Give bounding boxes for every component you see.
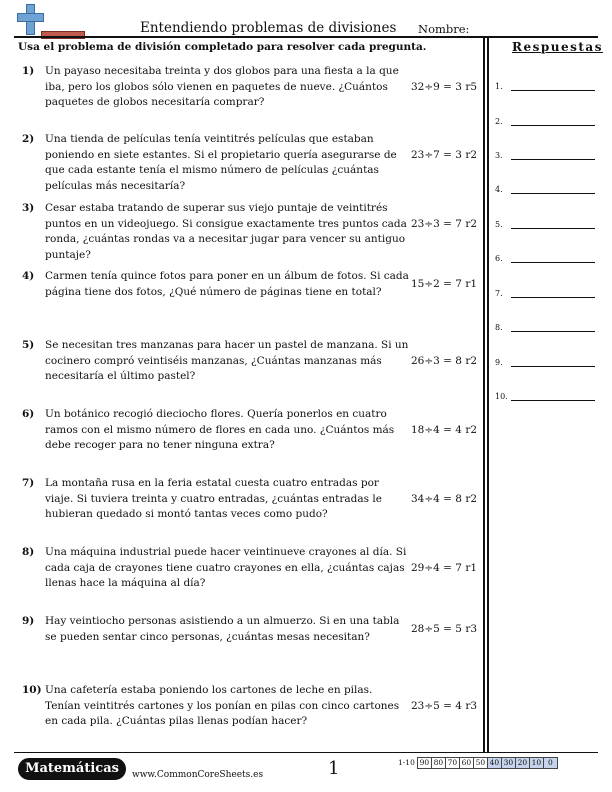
problem-calc: 18÷4 = 4 r2 [411,424,478,436]
problem-number: 10) [22,684,42,696]
answer-line-5[interactable] [495,216,595,230]
problem-text: Una cafetería estaba poniendo los cartones de leche en pilas. Tenían veintitrés cartones y los ponían en pilas con cinco cartones en cada pila. ¿Cuántas pilas llenas podían hacer? [45,684,400,727]
problem-text: Un botánico recogió dieciocho flores. Quería ponerlos en cuatro ramos con el mismo número de flores en cada uno. ¿Cuántos más debe recoger para no tener ninguna extra? [45,408,395,451]
problem-number: 9) [22,615,35,627]
answer-line-10[interactable] [495,388,595,402]
problem-number: 2) [22,133,35,145]
answer-number: 1. [495,82,503,91]
score-cell: 70 [445,757,460,769]
score-cell: 40 [487,757,502,769]
score-cell: 50 [473,757,488,769]
problem-calc: 32÷9 = 3 r5 [411,81,478,93]
logo [17,4,69,38]
answer-line-4[interactable] [495,181,595,195]
page-number: 1 [328,758,340,779]
answer-number: 3. [495,151,503,160]
problem-calc: 23÷3 = 7 r2 [411,218,478,230]
score-cell: 20 [515,757,530,769]
problem-text: Cesar estaba tratando de superar sus viejo puntaje de veintitrés puntos en un videojuego. Si consigue exactamente tres puntos cada ronda, ¿cuántas rondas va a necesitar jugar para vencer su antiguo puntaje? [45,202,407,261]
problem-number: 3) [22,202,35,214]
website-url: www.CommonCoreSheets.es [132,770,264,780]
instructions: Usa el problema de división completado para resolver cada pregunta. [18,41,427,53]
answer-line-3[interactable] [495,147,595,161]
problem-number: 5) [22,339,35,351]
brand-badge: Matemáticas [18,758,126,780]
problem-text: La montaña rusa en la feria estatal cuesta cuatro entradas por viaje. Si tuviera treinta y cuatro entradas, ¿cuántas entradas le hubieran quedado si montó tantas veces como pudo? [45,477,382,520]
bottom-rule [14,752,598,753]
answer-line-7[interactable] [495,285,595,299]
answer-number: 5. [495,220,503,229]
score-cell: 0 [543,757,558,769]
problem-number: 7) [22,477,35,489]
problem-text: Se necesitan tres manzanas para hacer un pastel de manzana. Si un cocinero compró veintiséis manzanas, ¿Cuántas manzanas más necesitaría el último pastel? [45,339,409,382]
problem-text: Un payaso necesitaba treinta y dos globos para una fiesta a la que iba, pero los globos sólo vienen en paquetes de nueve. ¿Cuántos paquetes de globos necesitaría comprar? [45,65,399,108]
name-label: Nombre: [418,22,470,36]
answer-number: 8. [495,323,503,332]
problem-calc: 34÷4 = 8 r2 [411,493,478,505]
score-label: 1-10 [398,758,415,767]
problem-number: 6) [22,408,35,420]
problem-number: 4) [22,270,35,282]
problem-number: 1) [22,65,35,77]
score-cell: 80 [431,757,446,769]
top-rule [14,36,598,38]
answer-line-6[interactable] [495,250,595,264]
problem-number: 8) [22,546,35,558]
problem-calc: 28÷5 = 5 r3 [411,623,478,635]
answer-number: 7. [495,289,503,298]
column-divider [487,36,489,752]
problem-calc: 15÷2 = 7 r1 [411,278,478,290]
page-title: Entendiendo problemas de divisiones [140,20,397,36]
problem-calc: 26÷3 = 8 r2 [411,355,478,367]
score-cell: 30 [501,757,516,769]
column-divider [483,36,485,752]
score-cell: 90 [417,757,432,769]
problem-text: Una tienda de películas tenía veintitrés películas que estaban poniendo en siete estantes. Si el propietario quería asegurarse de que cada estante tenía el mismo número de películas ¿cuántas películas más necesitaría? [45,133,397,192]
score-cell: 60 [459,757,474,769]
answer-number: 6. [495,254,503,263]
problem-text: Hay veintiocho personas asistiendo a un almuerzo. Si en una tabla se pueden sentar cinco personas, ¿cuántas mesas necesitan? [45,615,400,643]
score-strip [398,757,558,769]
answer-number: 2. [495,117,503,126]
answer-line-8[interactable] [495,319,595,333]
answer-number: 9. [495,358,503,367]
problem-calc: 23÷7 = 3 r2 [411,149,478,161]
answer-line-9[interactable] [495,354,595,368]
problem-text: Una máquina industrial puede hacer veintinueve crayones al día. Si cada caja de crayones tiene cuatro crayones en ella, ¿cuántas cajas llenas hace la máquina al día? [45,546,407,589]
problem-calc: 23÷5 = 4 r3 [411,700,478,712]
answer-number: 10. [495,392,508,401]
score-cell: 10 [529,757,544,769]
logo-plus-horizontal [17,13,44,22]
answers-title: Respuestas [512,40,603,54]
problem-text: Carmen tenía quince fotos para poner en un álbum de fotos. Si cada página tiene dos fotos, ¿Qué número de páginas tiene en total? [45,270,409,298]
answer-line-1[interactable] [495,78,595,92]
answer-line-2[interactable] [495,113,595,127]
answer-number: 4. [495,185,503,194]
problem-calc: 29÷4 = 7 r1 [411,562,478,574]
